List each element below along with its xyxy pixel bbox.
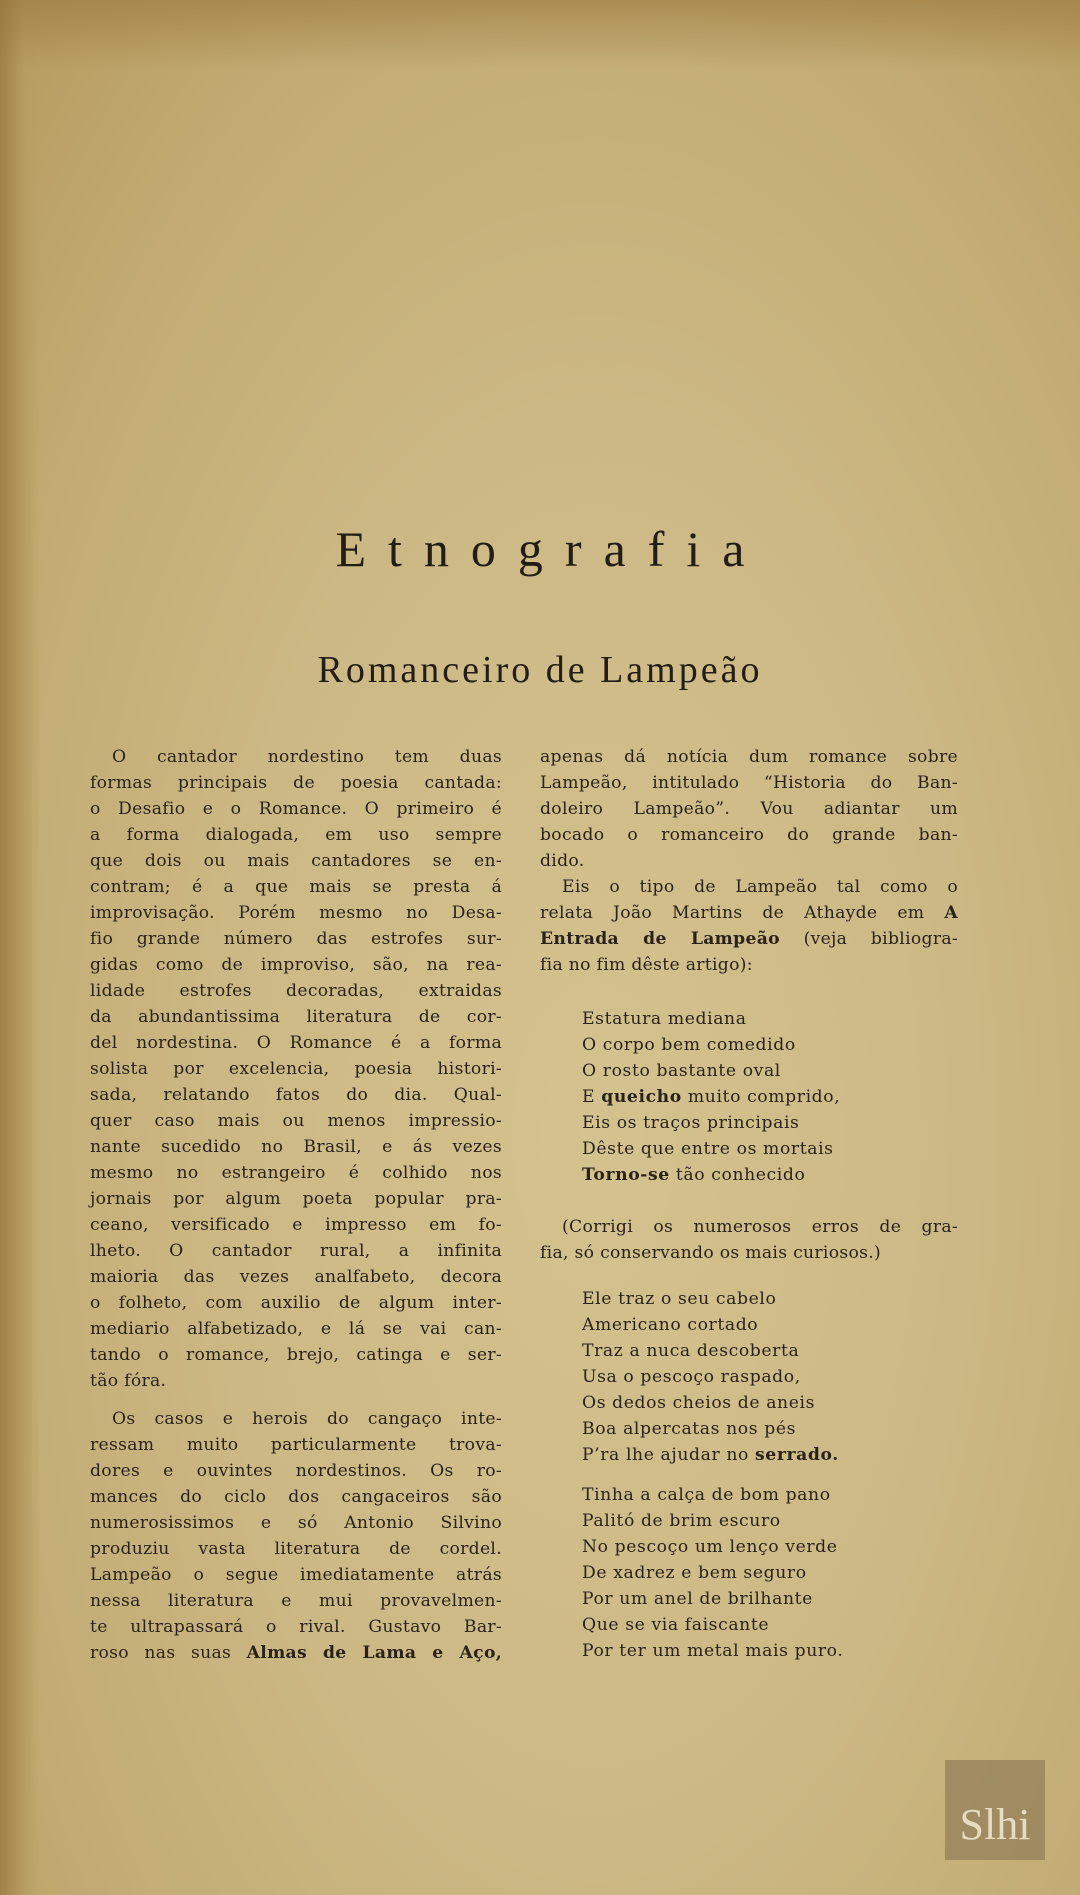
text-line: te ultrapassará o rival. Gustavo Bar- [90,1617,502,1637]
verse-line: Dêste que entre os mortais [582,1139,834,1159]
text-line: ressam muito particularmente trova- [90,1435,502,1455]
verse-line: De xadrez e bem seguro [582,1563,807,1583]
paragraph-intro [90,744,502,1394]
verse-line: Usa o pescoço raspado, [582,1367,801,1387]
right-column [540,744,958,1664]
text-line: apenas dá notícia dum romance sobre [540,747,958,767]
text-line: ceano, versificado e impresso em fo- [90,1215,502,1235]
verse-line [540,1084,958,1110]
text-line: Lampeão, intitulado “Historia do Ban- [540,773,958,793]
watermark-logo [945,1760,1045,1860]
emphasized-word: Torno-se [582,1165,670,1185]
text-line: fio grande número das estrofes sur- [90,929,502,949]
text-line [540,900,958,926]
text-line: solista por excelencia, poesia histori- [90,1059,502,1079]
verse-line: O corpo bem comedido [582,1035,796,1055]
text-line: nessa literatura e mui provavelmen- [90,1591,502,1611]
verse-line: Palitó de brim escuro [582,1511,781,1531]
verse-line: Ele traz o seu cabelo [582,1289,777,1309]
text-line: Lampeão o segue imediatamente atrás [90,1565,502,1585]
text-line: improvisação. Porém mesmo no Desa- [90,903,502,923]
text-line [90,1640,502,1666]
text-line: nante sucedido no Brasil, e ás vezes [90,1137,502,1157]
page-top-shadow [0,0,1080,70]
left-column [90,744,502,1666]
verse-line [540,1162,958,1188]
emphasized-word: queicho [601,1087,682,1107]
text-line: del nordestina. O Romance é a forma [90,1033,502,1053]
text-line: dores e ouvintes nordestinos. Os ro- [90,1461,502,1481]
verse-line: O rosto bastante oval [582,1061,781,1081]
text-line: da abundantissima literatura de cor- [90,1007,502,1027]
text-line: o Desafio e o Romance. O primeiro é [90,799,502,819]
text-line: que dois ou mais cantadores se en- [90,851,502,871]
text-line: mediario alfabetizado, e lá se vai can- [90,1319,502,1339]
text-line: produziu vasta literatura de cordel. [90,1539,502,1559]
text-line: formas principais de poesia cantada: [90,773,502,793]
text-line: Eis o tipo de Lampeão tal como o [562,877,958,897]
watermark-text: Slhi [959,1800,1031,1849]
text-line: mances do ciclo dos cangaceiros são [90,1487,502,1507]
verse-line [540,1442,958,1468]
text-line: Os casos e herois do cangaço inte- [112,1409,502,1429]
text-line: tando o romance, brejo, catinga e ser- [90,1345,502,1365]
verse-line: Tinha a calça de bom pano [582,1485,831,1505]
editor-note [540,1214,958,1266]
verse-stanza-1 [540,1006,958,1188]
section-title: Etnografia [335,521,767,577]
book-title: Almas de Lama e Aço, [246,1643,502,1663]
text-line: o folheto, com auxilio de algum inter- [90,1293,502,1313]
text-line [540,926,958,952]
verse-line: Traz a nuca descoberta [582,1341,800,1361]
text-line: sada, relatando fatos do dia. Qual- [90,1085,502,1105]
page-edge-shadow [0,0,40,1895]
text-line: doleiro Lampeão”. Vou adiantar um [540,799,958,819]
text-run: muito comprido, [681,1087,841,1107]
text-line: (Corrigi os numerosos erros de gra- [562,1217,958,1237]
emphasized-word: serrado. [755,1445,839,1465]
text-line: a forma dialogada, em uso sempre [90,825,502,845]
text-line: maioria das vezes analfabeto, decora [90,1267,502,1287]
verse-line: Boa alpercatas nos pés [582,1419,797,1439]
text-line: lheto. O cantador rural, a infinita [90,1241,502,1261]
text-line: O cantador nordestino tem duas [112,747,502,767]
verse-stanza-2 [540,1286,958,1468]
text-line: mesmo no estrangeiro é colhido nos [90,1163,502,1183]
verse-line: Eis os traços principais [582,1113,800,1133]
text-run: (veja bibliogra- [779,929,958,949]
text-line: dido. [540,851,585,871]
text-line: fia no fim dêste artigo): [540,955,753,975]
text-run: roso nas suas [90,1643,247,1663]
verse-line: Os dedos cheios de aneis [582,1393,816,1413]
verse-stanza-3 [540,1482,958,1664]
verse-line: No pescoço um lenço verde [582,1537,838,1557]
text-line: contram; é a que mais se presta á [90,877,502,897]
text-run: E [582,1087,602,1107]
book-title: Entrada de Lampeão [540,929,780,949]
text-run: relata João Martins de Athayde em [540,903,945,923]
verse-line: Estatura mediana [582,1009,747,1029]
text-line: bocado o romanceiro do grande ban- [540,825,958,845]
text-line: tão fóra. [90,1371,167,1391]
text-line: numerosissimos e só Antonio Silvino [90,1513,502,1533]
paragraph-tipo [540,874,958,978]
text-run: tão conhecido [669,1165,806,1185]
verse-line: Por ter um metal mais puro. [582,1641,844,1661]
text-line: quer caso mais ou menos impressio- [90,1111,502,1131]
text-line: gidas como de improviso, são, na rea- [90,955,502,975]
book-title: A [944,903,958,923]
text-line: jornais por algum poeta popular pra- [90,1189,502,1209]
text-line: fia, só conservando os mais curiosos.) [540,1243,882,1263]
text-line: lidade estrofes decoradas, extraidas [90,981,502,1001]
verse-line: Por um anel de brilhante [582,1589,813,1609]
verse-line: Que se via faiscante [582,1615,770,1635]
text-run: P’ra lhe ajudar no [582,1445,756,1465]
verse-line: Americano cortado [582,1315,759,1335]
article-title: Romanceiro de Lampeão [317,649,763,691]
paragraph-cangaco [90,1406,502,1666]
paragraph-continuation [540,744,958,874]
